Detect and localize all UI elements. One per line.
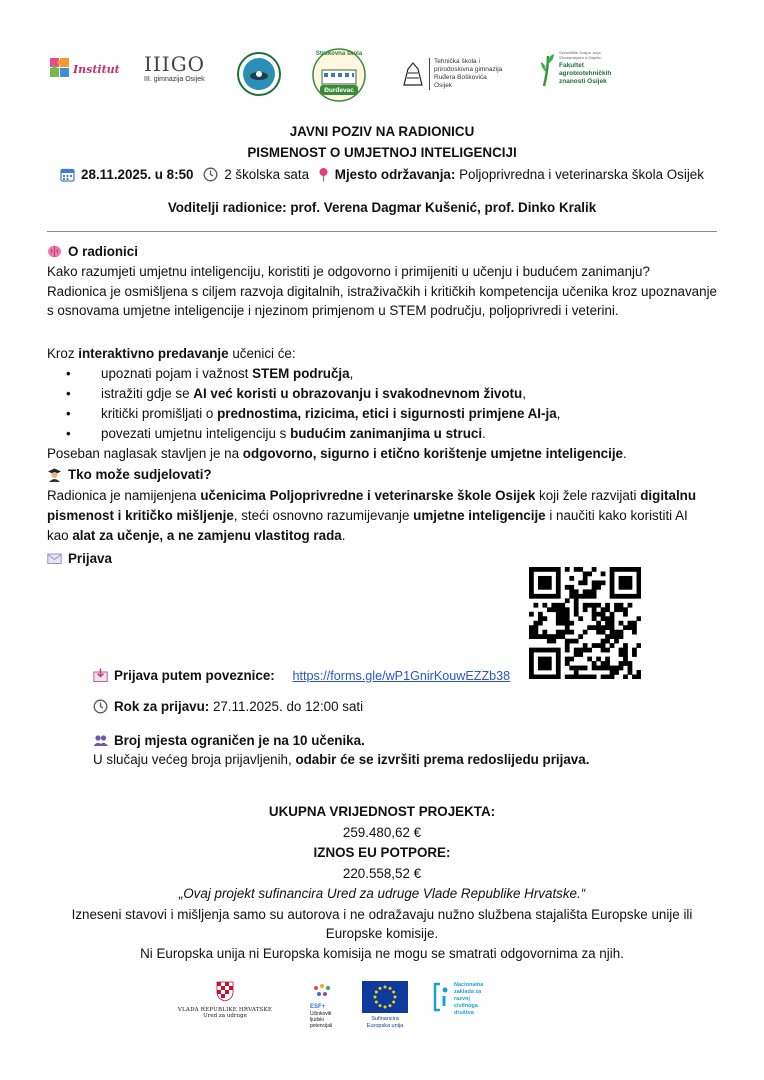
bullet-post: . — [482, 426, 486, 441]
who-l1-bold2: digitalnu — [640, 488, 697, 503]
who-line-2 — [47, 506, 688, 525]
title-line-2: PISMENOST O UMJETNOJ INTELIGENCIJI — [247, 145, 517, 160]
institut-wordmark: Institut — [73, 62, 120, 76]
eu-star — [375, 1001, 378, 1004]
inbox-download-icon — [93, 668, 108, 683]
deadline-label: Rok za prijavu: — [114, 699, 210, 714]
durdevac-logo — [312, 48, 366, 102]
kroz-bold: interaktivno predavanje — [78, 346, 229, 361]
esf-stars-icon — [310, 983, 334, 1001]
eu-value: 220.558,52 € — [342, 866, 422, 881]
brain-icon — [47, 244, 62, 259]
who-heading-row — [47, 465, 212, 484]
event-meta — [0, 167, 764, 182]
calendar-icon — [60, 167, 75, 182]
round-emblem — [237, 52, 281, 96]
bracket-icon — [432, 982, 452, 1012]
location-label: Mjesto održavanja: — [334, 167, 456, 182]
who-line-1 — [47, 486, 696, 505]
who-l2-bold2: umjetne inteligencije — [413, 508, 546, 523]
tehnicka-line-4: Osijek — [434, 82, 453, 89]
who-l3-bold: alat za učenje, a ne zamjenu vlastitog rada — [72, 528, 342, 543]
bullet-post: , — [522, 386, 526, 401]
eu-label: IZNOS EU POTPORE: — [313, 845, 451, 860]
emphasis-pre: Poseban naglasak stavljen je na — [47, 446, 243, 461]
boskovic-portrait-icon — [402, 61, 424, 87]
qr-code[interactable] — [529, 567, 641, 679]
kroz-line — [47, 344, 296, 363]
order-bold: odabir će se izvršiti prema redoslijedu prijava. — [295, 752, 590, 767]
eu-line-1: Sufinancira — [371, 1016, 399, 1022]
durdevac-bottom-text: Đurđevac — [324, 87, 354, 94]
gimnazija-mark: IIIGO — [144, 52, 206, 76]
disclaimer-line-1: Izneseni stavovi i mišljenja samo su autorova i ne odražavaju nužno službena stajališta Europske unije ili — [71, 907, 693, 922]
limit-text: Broj mjesta ograničen je na 10 učenika. — [114, 733, 365, 748]
disclaimer-line-3: Ni Europska unija ni Europska komisija ne mogu se smatrati odgovornima za njih. — [140, 946, 624, 961]
bullet-pre: istražiti gdje se — [101, 386, 194, 401]
durdevac-top-text: Strukovna škola — [315, 51, 363, 57]
eu-star — [389, 987, 392, 990]
who-l2-bold: pismenost i kritičko mišljenje — [47, 508, 234, 523]
eu-star — [392, 1001, 395, 1004]
fakultet-university: Sveučilište Josipa Jurja Strossmayera u Osijeku — [559, 50, 602, 60]
who-l1-mid: koji žele razvijati — [535, 488, 641, 503]
fakultet-line-3: znanosti Osijek — [559, 78, 607, 85]
tehnicka-logo — [402, 58, 502, 90]
bullet-pre: povezati umjetnu inteligenciju s — [101, 426, 291, 441]
croatian-coat-of-arms-icon — [216, 980, 234, 1002]
signup-heading: Prijava — [68, 551, 112, 566]
tehnicka-line-2: prirodoslovna gimnazija — [434, 66, 503, 73]
esf-line-1: ESF+ — [310, 1004, 326, 1010]
who-l3-pre: kao — [47, 528, 73, 543]
zaklada-line-3: razvoj — [454, 996, 470, 1002]
eu-flag-icon — [362, 981, 408, 1013]
kroz-pre: Kroz — [47, 346, 79, 361]
link-label: Prijava putem poveznice: — [114, 668, 275, 683]
student-icon — [47, 467, 62, 482]
eu-star — [384, 986, 387, 989]
deadline-value: 27.11.2025. do 12:00 sati — [212, 699, 364, 714]
disclaimer-line-2: Europske komisije. — [325, 926, 439, 941]
bullet-bold: budućim zanimanjima u struci — [290, 426, 483, 441]
esf-line-3: ljudski — [310, 1017, 324, 1023]
esf-logo — [310, 983, 350, 1029]
eu-star — [379, 987, 382, 990]
emphasis-bold: odgovorno, sigurno i etično korištenje umjetne inteligencije — [242, 446, 623, 461]
gimnazija-logo — [144, 52, 205, 84]
kroz-post: učenici će: — [228, 346, 296, 361]
eu-star — [394, 996, 397, 999]
vlada-line-1: VLADA REPUBLIKE HRVATSKE — [177, 1007, 273, 1013]
fakultet-logo — [540, 50, 615, 88]
partner-logos — [0, 48, 764, 108]
zaklada-logo — [432, 982, 483, 1017]
round-emblem-icon — [237, 52, 281, 96]
title-line-1: JAVNI POZIV NA RADIONICU — [289, 124, 475, 139]
envelope-icon — [47, 551, 62, 566]
eu-line-2: Europska unija — [366, 1022, 404, 1029]
workshop-leaders: Voditelji radionice: prof. Verena Dagmar Kušenić, prof. Dinko Kralik — [167, 200, 597, 215]
total-label: UKUPNA VRIJEDNOST PROJEKTA: — [268, 804, 496, 819]
zaklada-line-2: zaklada za — [454, 989, 482, 995]
tehnicka-line-3: Ruđera Boškovića — [434, 74, 487, 81]
fakultet-line-2: agrobiotehničkih — [559, 70, 612, 77]
order-pre: U slučaju većeg broja prijavljenih, — [93, 752, 296, 767]
gimnazija-caption: III. gimnazija Osijek — [144, 76, 205, 83]
eu-star — [384, 1006, 387, 1009]
deadline-row — [93, 697, 363, 716]
bullet-post: , — [349, 366, 354, 381]
signup-heading-row — [47, 549, 112, 568]
zaklada-line-4: civilnoga — [454, 1003, 478, 1009]
eu-star — [374, 996, 377, 999]
eu-star — [379, 1004, 382, 1007]
clock-icon — [93, 699, 108, 714]
eu-star — [375, 991, 378, 994]
bullet-bold: prednostima, rizicima, etici i sigurnosti primjene AI-ja — [217, 406, 557, 421]
who-heading: Tko može sudjelovati? — [68, 467, 212, 482]
esf-line-2: Učinkoviti — [310, 1011, 332, 1017]
esf-line-4: potencijali — [310, 1023, 333, 1029]
event-date: 28.11.2025. u 8:50 — [81, 167, 194, 182]
event-duration: 2 školska sata — [224, 167, 310, 182]
people-icon — [93, 733, 108, 748]
emphasis-line — [47, 444, 627, 463]
vlada-line-2: Ured za udruge — [203, 1013, 247, 1019]
vlada-logo — [176, 980, 274, 1019]
bullet-post: , — [556, 406, 561, 421]
institut-logo — [48, 56, 120, 82]
bullet-pre: kritički promišljati o — [101, 406, 218, 421]
eu-flag-logo — [360, 981, 410, 1029]
puzzle-icon — [48, 56, 72, 82]
bullet-bold: STEM područja — [252, 366, 350, 381]
fakultet-line-1: Fakultet — [559, 62, 584, 69]
emphasis-post: . — [623, 446, 627, 461]
zaklada-line-1: Nacionalna — [454, 982, 484, 988]
who-l3-post: . — [341, 528, 346, 543]
sprout-icon — [540, 50, 556, 88]
signup-link-row — [93, 666, 510, 686]
section-divider — [47, 231, 717, 232]
bullet-pre: upoznati pojam i važnost — [101, 366, 253, 381]
eu-star — [389, 1004, 392, 1007]
cofinance-note: „Ovaj projekt sufinancira Ured za udruge Vlade Republike Hrvatske.“ — [178, 886, 586, 901]
total-value: 259.480,62 € — [342, 825, 422, 840]
clock-icon — [203, 167, 218, 182]
limit-row — [93, 731, 365, 750]
tehnicka-line-1: Tehnička škola i — [434, 58, 480, 65]
who-l2-mid: , steći osnovno razumijevanje — [233, 508, 414, 523]
bullet-bold: AI već koristi u obrazovanju i svakodnevnom životu — [193, 386, 523, 401]
who-l1-bold: učenicima Poljoprivredne i veterinarske škole Osijek — [200, 488, 536, 503]
about-heading: O radionici — [68, 244, 138, 259]
who-line-3 — [47, 526, 345, 545]
who-l2-post: i naučiti kako koristiti AI — [545, 508, 688, 523]
about-question: Kako razumjeti umjetnu inteligenciju, koristiti je odgovorno i primijeniti u učenju i budućem zanimanju? — [47, 264, 650, 279]
zaklada-line-5: društva — [454, 1010, 474, 1016]
about-heading-row — [47, 242, 138, 261]
about-intro: Radionica je osmišljena s ciljem razvoja digitalnih, istraživačkih i kritičkih kompetencija učenika kroz upoznavanje s osnovama umjetne inteligencije i njezinom primjenom u STEM području, poljoprivredi i veterini. — [47, 284, 717, 318]
location-value: Poljoprivredna i veterinarska škola Osijek — [459, 167, 704, 182]
order-row — [93, 750, 589, 769]
eu-star — [392, 991, 395, 994]
pin-icon — [316, 167, 331, 182]
signup-form-link[interactable]: https://forms.gle/wP1GnirKouwEZZb38 — [292, 669, 511, 683]
who-l1-pre: Radionica je namijenjena — [47, 488, 201, 503]
